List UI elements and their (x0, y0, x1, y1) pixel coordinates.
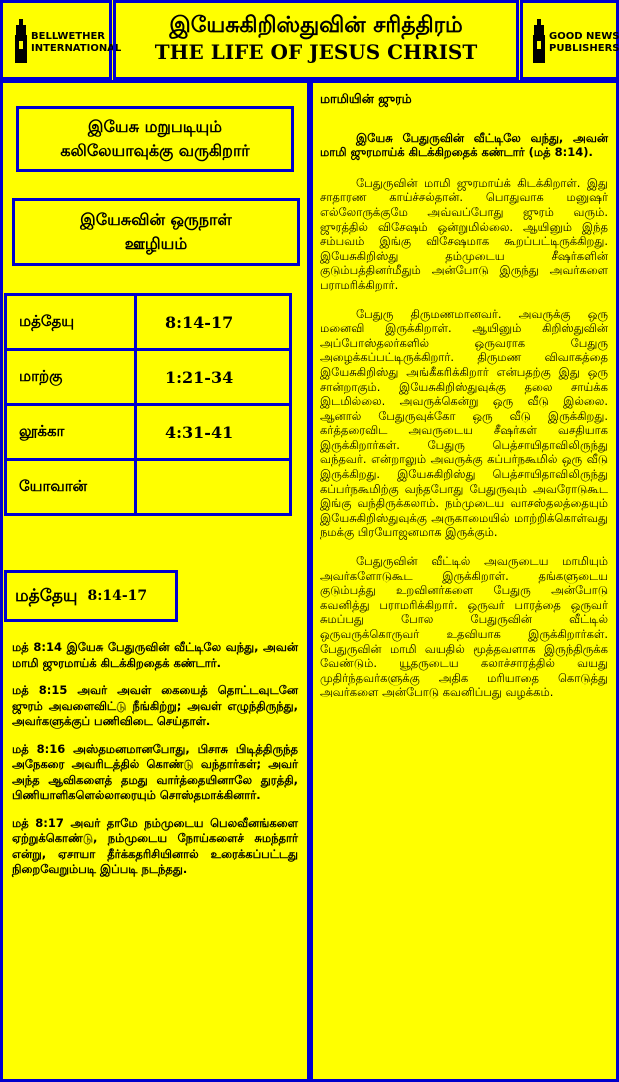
logo-line-2: INTERNATIONAL (31, 43, 122, 54)
publisher-logo-left (0, 0, 122, 80)
section-title: இயேசு மறுபடியும் கலிலேயாவுக்கு வருகிறார் (60, 117, 250, 160)
title-english: THE LIFE OF JESUS CHRIST (154, 40, 478, 64)
publisher-logo-right (520, 0, 619, 80)
tower-icon (531, 19, 547, 63)
verse: மத் 8:17 அவர் தாமே நம்முடைய பெலவீனங்களை ஏற்றுக்கொண்டு, நம்முடைய நோய்களைச் சுமந்தார் என்று, ஏசாயா தீர்க்கதரிசியினால் உரைக்கப்பட்டது நிறைவேறும்படி இப்படி நடந்தது. (12, 815, 298, 876)
book-name: மாற்கு (6, 350, 136, 405)
page-header (113, 0, 519, 80)
commentary-lead: இயேசு பேதுருவின் வீட்டிலே வந்து, அவன் மாமி ஜுரமாய்க் கிடக்கிறதைக் கண்டார் (மத் 8:14). (320, 130, 608, 160)
title-tamil: இயேசுகிறிஸ்துவின் சரித்திரம் (169, 12, 463, 38)
commentary-heading: மாமியின் ஜுரம் (320, 91, 412, 106)
verse: மத் 8:15 அவர் அவள் கையைத் தொட்டவுடனே ஜுரம் அவளைவிட்டு நீங்கிற்று; அவள் எழுந்திருந்து, அவர்களுக்குப் பணிவிடை செய்தாள். (12, 683, 298, 728)
commentary (320, 92, 608, 714)
table-row (6, 350, 291, 405)
commentary-paragraph: பேதுருவின் வீட்டில் அவருடைய மாமியும் அவர்களோடுகூட இருக்கிறாள். தங்களுடைய குடும்பத்து உறவினர்களை பேதுரு அன்போடு கவனித்து பராமரிக்கிறார். ஒருவர் பாரத்தை ஒருவர் சுமப்பது போல பேதுருவின் வீட்டில் ஒருவருக்கொருவர் உதவியாக இருக்கிறார்கள். பேதுருவின் மாமி வயதில் மூத்தவளாக இருந்திருக்க வேண்டும். யூதருடைய கலாச்சாரத்தில் வயது முதிர்ந்தவர்களுக்கு அதிக மரியாதை கொடுத்து அவர்களை அன்போடு கவனிப்பது வழக்கம். (320, 554, 608, 700)
passage-book: மத்தேயு (15, 586, 78, 606)
passage-title-box (4, 570, 178, 622)
table-row (6, 405, 291, 460)
passage-ref: 8:14-17 (87, 588, 148, 604)
book-name: லூக்கா (6, 405, 136, 460)
book-name: மத்தேயு (6, 295, 136, 350)
table-row (6, 460, 291, 515)
book-name: யோவான் (6, 460, 136, 515)
logo-line-1: BELLWETHER (31, 31, 106, 42)
subsection-title-box (12, 198, 300, 266)
verse: மத் 8:14 இயேசு பேதுருவின் வீட்டிலே வந்து, அவன் மாமி ஜுரமாய்க் கிடக்கிறதைக் கண்டார். (12, 640, 298, 670)
verse: மத் 8:16 அஸ்தமனமானபோது, பிசாசு பிடித்திருந்த அநேகரை அவரிடத்தில் கொண்டு வந்தார்கள்; அவர் அந்த ஆவிகளைத் தமது வார்த்தையினாலே துரத்தி, பிணியாளிகளெல்லாரையும் சொஸ்தமாக்கினார். (12, 741, 298, 802)
section-title-box (16, 106, 294, 172)
commentary-paragraph: பேதுருவின் மாமி ஜுரமாய்க் கிடக்கிறாள். இது சாதாரண காய்ச்சல்தான். பொதுவாக மனுஷர் எல்லோருக்குமே அவ்வப்போது ஜுரம் வரும். ஜுரத்தில் விசேஷம் ஒன்றுமில்லை. ஆயினும் இந்த சம்பவம் இங்கு விசேஷமாக கூறப்பட்டிருக்கிறது. இயேசுகிறிஸ்து தம்முடைய சீஷர்களின் குடும்பத்தினர்மீதும் அன்போடு இருந்து அவர்களை பராமரிக்கிறார். (320, 175, 608, 292)
bell-tower-icon (13, 19, 29, 63)
reference: 8:14-17 (136, 295, 291, 350)
logo-line-2: PUBLISHERS (549, 43, 619, 54)
reference: 4:31-41 (136, 405, 291, 460)
commentary-paragraph: பேதுரு திருமணமானவர். அவருக்கு ஒரு மனைவி இருக்கிறாள். ஆயினும் கிறிஸ்துவின் அப்போஸ்தலர்களில் ஒருவராக பேதுரு அழைக்கப்பட்டிருக்கிறார். திருமண விவாகத்தை இயேசுகிறிஸ்து அங்கீகரிக்கிறார் என்பதற்கு இது ஒரு சான்றாகும். இயேசுகிறிஸ்துவுக்கு தலை சாய்க்க இடமில்லை. அவருக்கென்று ஒரு வீடு இல்லை. ஆனால் பேதுருவுக்கோ ஒரு வீடு இருக்கிறது. கர்த்தரைவிட அவருடைய சீஷர்கள் வசதியாக இருக்கிறார்கள். பேதுரு பெத்சாயிதாவிலிருந்து வந்தவர். என்றாலும் அவருக்கு கப்பர்நகூமில் ஒரு வீடு இருக்கிறது. இயேசுகிறிஸ்து பெத்சாயிதாவிலிருந்து கப்பர்நகூமிற்கு வந்தபோது பேதுருவும் அவரோடுகூட இங்கு வந்திருக்கலாம். நம்முடைய வாசஸ்தலத்தையும் இயேசுகிறிஸ்துவுக்கு அருகாமையில் மாற்றிக்கொள்வது நமக்கு பிரயோஜனமாக இருக்கும். (320, 306, 608, 540)
gospel-references-table (4, 293, 292, 516)
reference: 1:21-34 (136, 350, 291, 405)
logo-line-1: GOOD NEWS (549, 31, 619, 42)
scripture-passage (12, 640, 298, 890)
reference (136, 460, 291, 515)
table-row (6, 295, 291, 350)
subsection-title: இயேசுவின் ஒருநாள் ஊழியம் (80, 210, 232, 253)
